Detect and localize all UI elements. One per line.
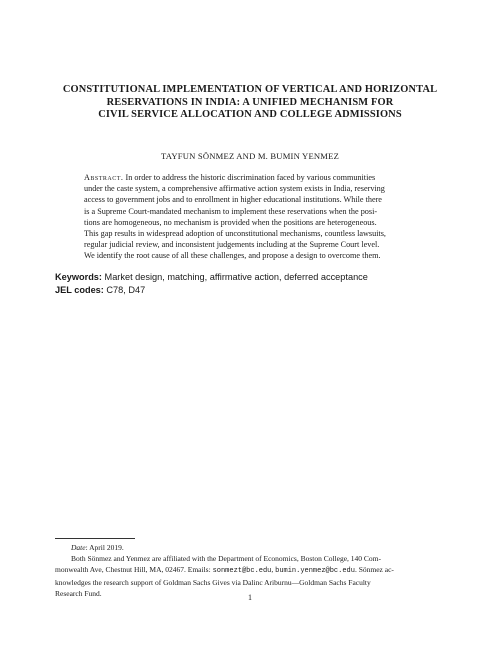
abstract-text: In order to address the historic discrimination faced by various communities bbox=[123, 173, 376, 182]
abstract bbox=[84, 172, 419, 262]
keywords-label: Keywords: bbox=[55, 272, 102, 282]
footnote-date bbox=[55, 542, 445, 553]
abstract-line: access to government jobs and to enrollment in higher educational institutions. While there bbox=[84, 195, 382, 205]
keywords-value: Market design, matching, affirmative action, deferred acceptance bbox=[101, 272, 368, 282]
title-line: CIVIL SERVICE ALLOCATION AND COLLEGE ADMISSIONS bbox=[98, 109, 402, 120]
abstract-line: This gap results in widespread adoption of unconstitutional mechanisms, countless lawsuits, bbox=[84, 229, 386, 239]
paper-title bbox=[40, 84, 460, 122]
footnote-rule bbox=[55, 538, 135, 539]
abstract-line: tions are homogeneous, no mechanism is provided when the positions are heterogeneous. bbox=[84, 217, 377, 227]
abstract-line: is a Supreme Court-mandated mechanism to implement these reservations when the posi- bbox=[84, 206, 378, 216]
footnote-support-line: knowledges the research support of Goldman Sachs Gives via Dalinc Ariburnu—Goldman Sachs Faculty bbox=[55, 578, 371, 587]
title-line: RESERVATIONS IN INDIA: A UNIFIED MECHANISM FOR bbox=[106, 96, 394, 108]
abstract-line bbox=[84, 172, 419, 183]
title-line: CONSTITUTIONAL IMPLEMENTATION OF VERTICAL AND HORIZONTAL bbox=[62, 84, 438, 95]
abstract-heading: Abstract. bbox=[84, 173, 124, 182]
date-label: Date bbox=[71, 543, 86, 552]
authors: TAYFUN SÖNMEZ AND M. BUMIN YENMEZ bbox=[160, 151, 340, 161]
jel-codes-value: C78, D47 bbox=[103, 285, 146, 295]
affiliation-tail: . Sönmez ac- bbox=[354, 565, 394, 574]
footnote-affiliation-line: Both Sönmez and Yenmez are affiliated with the Department of Economics, Boston College, 140 Com- bbox=[71, 554, 382, 563]
email-yenmez[interactable]: bumin.yenmez@bc.edu bbox=[275, 567, 355, 575]
keywords-line bbox=[55, 271, 368, 284]
email-sonmez[interactable]: sonmezt@bc.edu bbox=[212, 567, 272, 575]
jel-codes-line bbox=[55, 284, 368, 297]
affiliation-text: monwealth Ave, Chestnut Hill, MA, 02467. Emails: bbox=[55, 565, 213, 574]
abstract-line: We identify the root cause of all these challenges, and propose a design to overcome them. bbox=[84, 251, 381, 261]
abstract-line: regular judicial review, and inconsistent judgements including at the Supreme Court level. bbox=[84, 240, 380, 250]
jel-codes-label: JEL codes: bbox=[55, 285, 104, 295]
email-separator: , bbox=[271, 565, 276, 574]
keywords-block bbox=[55, 271, 368, 297]
date-value: : April 2019. bbox=[85, 543, 124, 552]
footnote-affiliation-line bbox=[55, 564, 445, 577]
footnotes bbox=[55, 542, 445, 599]
page-number: 1 bbox=[248, 593, 252, 602]
footnote-support-line: Research Fund. bbox=[55, 589, 102, 598]
abstract-line: under the caste system, a comprehensive affirmative action system exists in India, reserving bbox=[84, 184, 385, 194]
